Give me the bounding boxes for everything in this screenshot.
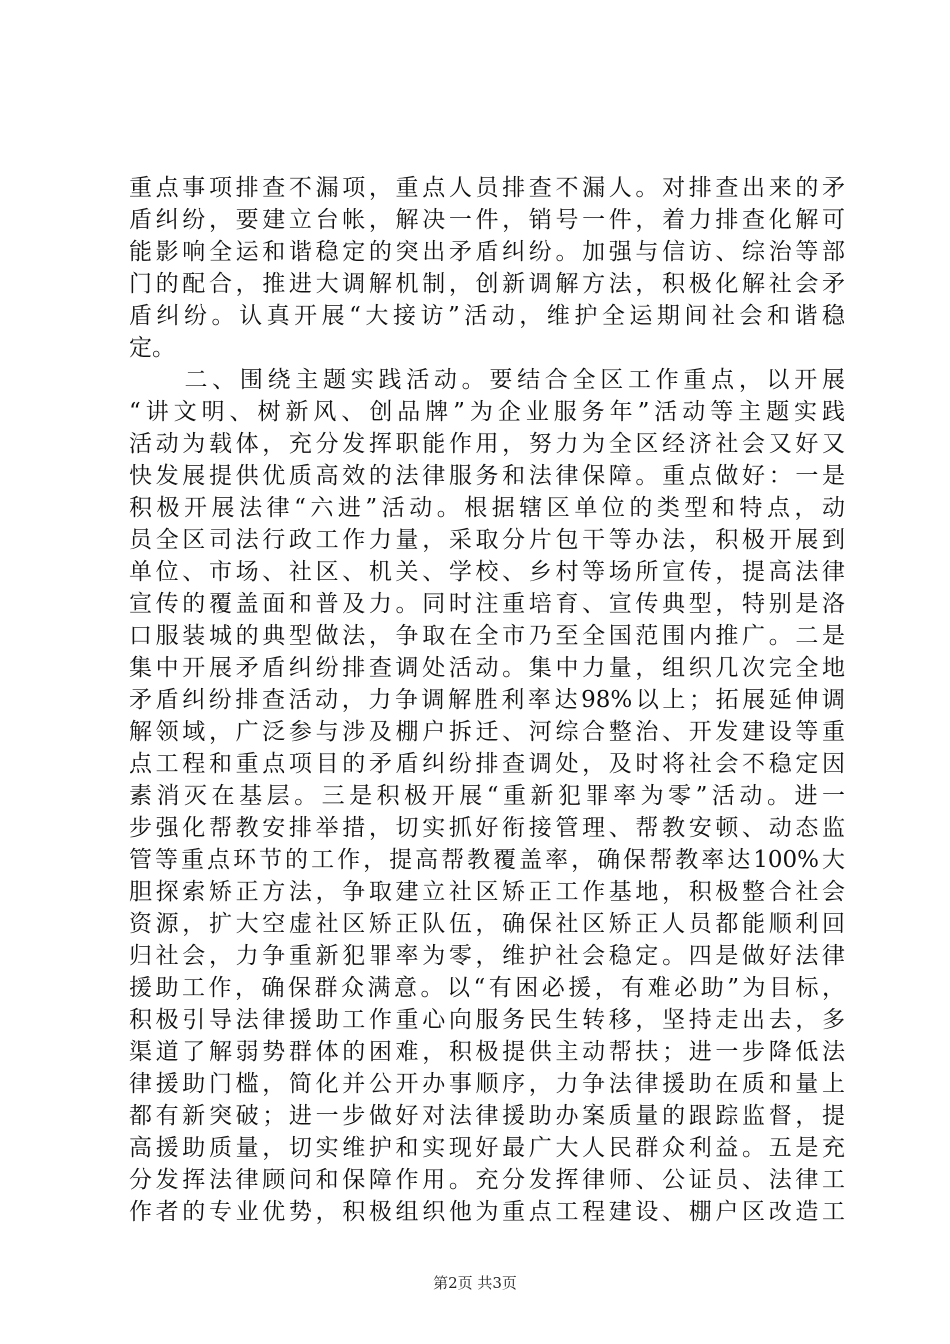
text-line: 高援助质量，切实维护和实现好最广大人民群众利益。五是充 <box>129 1135 845 1161</box>
text-line: 积极引导法律援助工作重心向服务民生转移，坚持走出去，多 <box>129 1007 845 1033</box>
text-line: 活动为载体，充分发挥职能作用，努力为全区经济社会又好又 <box>129 431 845 457</box>
text-line: 快发展提供优质高效的法律服务和法律保障。重点做好：一是 <box>129 463 845 489</box>
text-line: 定。 <box>129 335 175 361</box>
text-line: 胆探索矫正方法，争取建立社区矫正工作基地，积极整合社会 <box>129 879 845 905</box>
text-line: 素消灭在基层。三是积极开展“重新犯罪率为零”活动。进一 <box>129 783 845 809</box>
document-body <box>129 172 845 1228</box>
text-line: 解领域，广泛参与涉及棚户拆迁、河综合整治、开发建设等重 <box>129 719 845 745</box>
text-line: 渠道了解弱势群体的困难，积极提供主动帮扶；进一步降低法 <box>129 1039 845 1065</box>
text-line: 分发挥法律顾问和保障作用。充分发挥律师、公证员、法律工 <box>129 1167 845 1193</box>
text-line: 盾纠纷，要建立台帐，解决一件，销号一件，着力排查化解可 <box>129 207 845 233</box>
text-line: 盾纠纷。认真开展“大接访”活动，维护全运期间社会和谐稳 <box>129 303 845 329</box>
text-line: 宣传的覆盖面和普及力。同时注重培育、宣传典型，特别是洛 <box>129 591 845 617</box>
text-line: 能影响全运和谐稳定的突出矛盾纠纷。加强与信访、综治等部 <box>129 239 845 265</box>
text-line: 作者的专业优势，积极组织他为重点工程建设、棚户区改造工 <box>129 1199 845 1225</box>
text-line: 口服装城的典型做法，争取在全市乃至全国范围内推广。二是 <box>129 623 845 649</box>
text-line: 资源，扩大空虚社区矫正队伍，确保社区矫正人员都能顺利回 <box>129 911 845 937</box>
text-line: 步强化帮教安排举措，切实抓好衔接管理、帮教安顿、动态监 <box>129 815 845 841</box>
page-number-footer: 第2页 共3页 <box>433 1274 517 1292</box>
text-line: 二、围绕主题实践活动。要结合全区工作重点，以开展 <box>129 367 845 393</box>
text-line: 管等重点环节的工作，提高帮教覆盖率，确保帮教率达100%大 <box>129 847 845 873</box>
text-line: 都有新突破；进一步做好对法律援助办案质量的跟踪监督，提 <box>129 1103 845 1129</box>
text-line: 矛盾纠纷排查活动，力争调解胜利率达98%以上；拓展延伸调 <box>129 687 845 713</box>
text-line: 员全区司法行政工作力量，采取分片包干等办法，积极开展到 <box>129 527 845 553</box>
text-line: 门的配合，推进大调解机制，创新调解方法，积极化解社会矛 <box>129 271 845 297</box>
text-line: 重点事项排查不漏项，重点人员排查不漏人。对排查出来的矛 <box>129 175 845 201</box>
text-line: 积极开展法律“六进”活动。根据辖区单位的类型和特点，动 <box>129 495 845 521</box>
text-line: 单位、市场、社区、机关、学校、乡村等场所宣传，提高法律 <box>129 559 845 585</box>
text-line: 援助工作，确保群众满意。以“有困必援，有难必助”为目标， <box>129 975 845 1001</box>
text-line: 律援助门槛，简化并公开办事顺序，力争法律援助在质和量上 <box>129 1071 845 1097</box>
text-line: 集中开展矛盾纠纷排查调处活动。集中力量，组织几次完全地 <box>129 655 845 681</box>
text-line: 归社会，力争重新犯罪率为零，维护社会稳定。四是做好法律 <box>129 943 845 969</box>
text-line: “讲文明、树新风、创品牌”为企业服务年”活动等主题实践 <box>129 399 845 425</box>
text-line: 点工程和重点项目的矛盾纠纷排查调处，及时将社会不稳定因 <box>129 751 845 777</box>
